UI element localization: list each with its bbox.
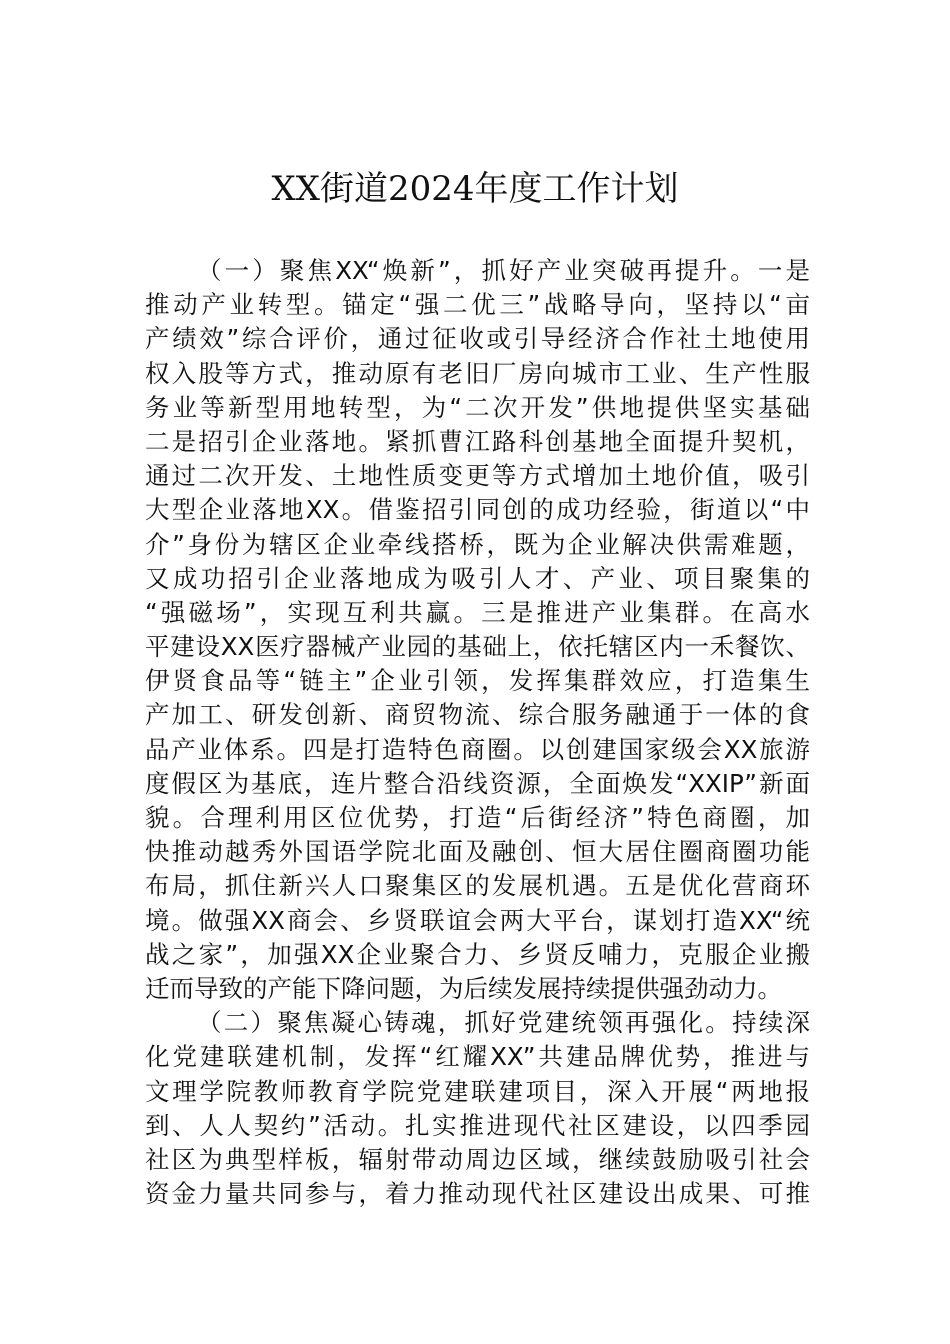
body-line: 产绩效”综合评价，通过征收或引导经济合作社土地使用: [145, 324, 810, 354]
document-title: XX街道2024年度工作计划: [271, 169, 679, 209]
body-line: 推动产业转型。锚定“强二优三”战略导向，坚持以“亩: [145, 290, 810, 320]
body-line: 貌。合理利用区位优势，打造“后街经济”特色商圈，加: [145, 803, 810, 832]
body-line: 到、人人契约”活动。扎实推进现代社区建设，以四季园: [145, 1110, 810, 1140]
body-line: 快推动越秀外国语学院北面及融创、恒大居住圈商圈功能: [145, 837, 810, 867]
body-line: 境。做强XX商会、乡贤联谊会两大平台，谋划打造XX“统: [145, 905, 810, 935]
body-line: （一）聚焦XX“焕新”，抓好产业突破再提升。一是: [197, 256, 810, 285]
body-line: 介”身份为辖区企业牵线搭桥，既为企业解决供需难题，: [145, 529, 810, 559]
body-line: 通过二次开发、土地性质变更等方式增加土地价值，吸引: [145, 461, 810, 491]
body-line: 战之家”，加强XX企业聚合力、乡贤反哺力，克服企业搬: [145, 939, 810, 969]
body-line: 又成功招引企业落地成为吸引人才、产业、项目聚集的: [145, 563, 810, 593]
body-line: （二）聚焦凝心铸魂，抓好党建统领再强化。持续深: [197, 1008, 810, 1038]
body-line: 务业等新型用地转型，为“二次开发”供地提供坚实基础: [145, 392, 810, 422]
body-line: 二是招引企业落地。紧抓曹江路科创基地全面提升契机，: [145, 426, 810, 456]
body-line: 布局，抓住新兴人口聚集区的发展机遇。五是优化营商环: [145, 871, 810, 901]
body-line: 度假区为基底，连片整合沿线资源，全面焕发“XXIP”新面: [145, 768, 810, 798]
body-line: 产加工、研发创新、商贸物流、综合服务融通于一体的食: [145, 700, 810, 730]
body-line: “强磁场”，实现互利共赢。三是推进产业集群。在高水: [145, 597, 810, 627]
document-body: [145, 254, 810, 1211]
body-line: 化党建联建机制，发挥“红耀XX”共建品牌优势，推进与: [145, 1042, 810, 1072]
body-line: 迁而导致的产能下降问题，为后续发展持续提供强劲动力。: [145, 973, 782, 1003]
body-line: 资金力量共同参与，着力推动现代社区建设出成果、可推: [145, 1179, 810, 1209]
body-line: 伊贤食品等“链主”企业引领，发挥集群效应，打造集生: [145, 666, 810, 696]
body-line: 权入股等方式，推动原有老旧厂房向城市工业、生产性服: [145, 358, 810, 388]
body-line: 大型企业落地XX。借鉴招引同创的成功经验，街道以“中: [145, 495, 810, 525]
body-line: 平建设XX医疗器械产业园的基础上，依托辖区内一禾餐饮、: [145, 632, 810, 662]
body-line: 品产业体系。四是打造特色商圈。以创建国家级会XX旅游: [145, 734, 810, 764]
body-line: 社区为典型样板，辐射带动周边区域，继续鼓励吸引社会: [145, 1144, 810, 1174]
body-line: 文理学院教师教育学院党建联建项目，深入开展“两地报: [145, 1076, 810, 1106]
